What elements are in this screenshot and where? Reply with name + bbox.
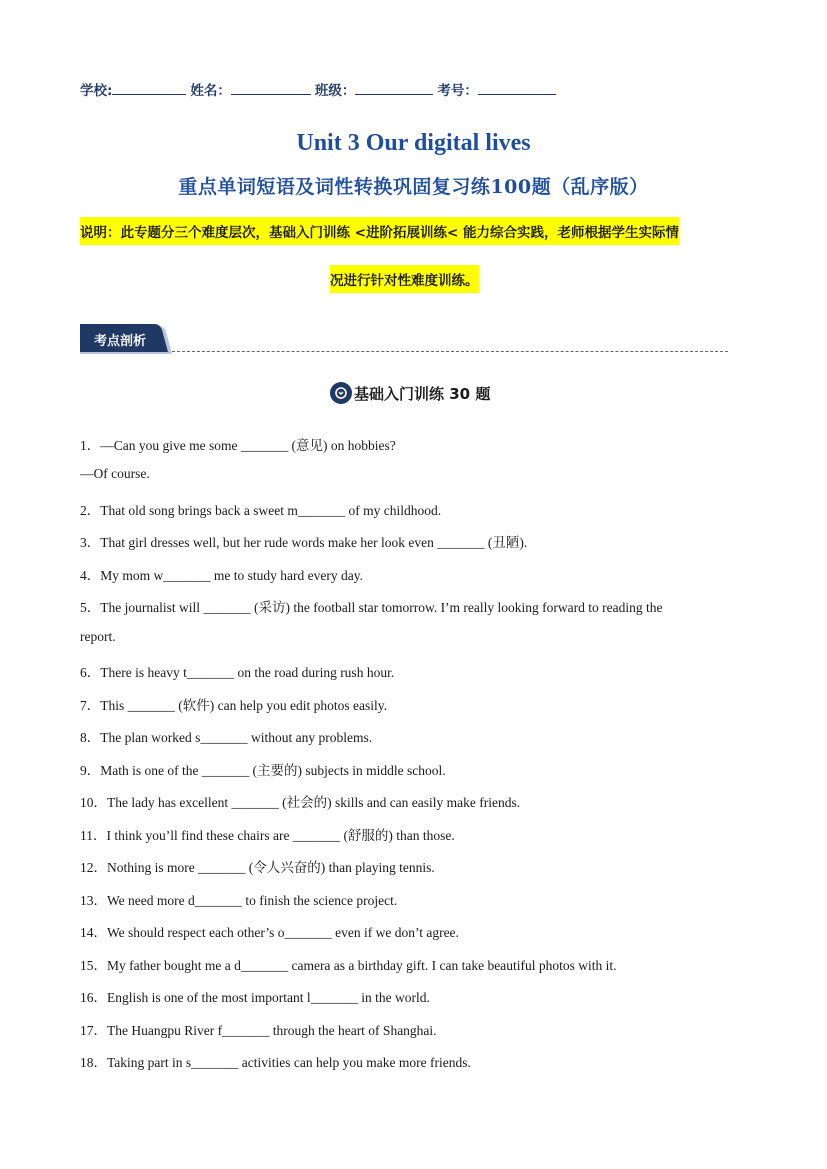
exam-number-label: 考号：: [437, 83, 478, 99]
list-item: 1．—Can you give me some _______ (意见) on hobbies?: [80, 438, 396, 453]
list-item: 4．My mom w_______ me to study hard every day.: [80, 568, 363, 583]
list-item: 14．We should respect each other’s o_______ even if we don’t agree.: [80, 925, 459, 940]
list-item: 3．That girl dresses well, but her rude words make her look even _______ (丑陋).: [80, 535, 528, 550]
list-item: 8．The plan worked s_______ without any problems.: [80, 730, 373, 745]
list-item: 6．There is heavy t_______ on the road during rush hour.: [80, 665, 395, 680]
page-subtitle: 重点单词短语及词性转换巩固复习练100题（乱序版）: [178, 176, 649, 198]
list-item: 7．This _______ (软件) can help you edit photos easily.: [80, 698, 387, 713]
class-field[interactable]: [355, 80, 433, 95]
student-info-line: [80, 79, 556, 99]
level-badge-icon: [330, 382, 352, 404]
list-item: 16．English is one of the most important l_______ in the world.: [80, 990, 430, 1005]
exam-number-field[interactable]: [478, 80, 556, 95]
page-title: Unit 3 Our digital lives: [296, 130, 531, 156]
list-item: 12．Nothing is more _______ (令人兴奋的) than playing tennis.: [80, 860, 435, 875]
list-item: 9．Math is one of the _______ (主要的) subjects in middle school.: [80, 763, 446, 778]
name-label: 姓名：: [190, 83, 231, 99]
name-field[interactable]: [231, 80, 311, 95]
section-tab: [80, 324, 168, 352]
section-divider: [172, 351, 728, 352]
list-item: 10．The lady has excellent _______ (社会的) skills and can easily make friends.: [80, 795, 521, 810]
section-tab-label: 考点剖析: [94, 334, 147, 349]
list-item: report.: [80, 629, 116, 644]
school-field[interactable]: [112, 80, 186, 95]
list-item: 11．I think you’ll find these chairs are _______ (舒服的) than those.: [80, 828, 455, 843]
list-item: 17．The Huangpu River f_______ through the heart of Shanghai.: [80, 1023, 437, 1038]
list-item: —Of course.: [80, 466, 150, 481]
list-item: 2．That old song brings back a sweet m_______ of my childhood.: [80, 503, 442, 518]
class-label: 班级：: [314, 83, 356, 99]
list-item: 15．My father bought me a d_______ camera as a birthday gift. I can take beautiful photos with it.: [80, 958, 617, 973]
list-item: 5．The journalist will _______ (采访) the football star tomorrow. I’m really looking forward to reading the: [80, 600, 663, 615]
note-line-1: 说明：此专题分三个难度层次，基础入门训练 <进阶拓展训练< 能力综合实践，老师根据学生实际情: [80, 217, 679, 245]
list-item: 18．Taking part in s_______ activities can help you make more friends.: [80, 1055, 471, 1070]
school-label: 学校:: [80, 83, 113, 99]
level-heading-text: 基础入门训练 30 题: [354, 384, 491, 403]
level-heading: [330, 382, 490, 404]
note-line-2: 况进行针对性难度训练。: [330, 265, 479, 293]
list-item: 13．We need more d_______ to finish the science project.: [80, 893, 398, 908]
